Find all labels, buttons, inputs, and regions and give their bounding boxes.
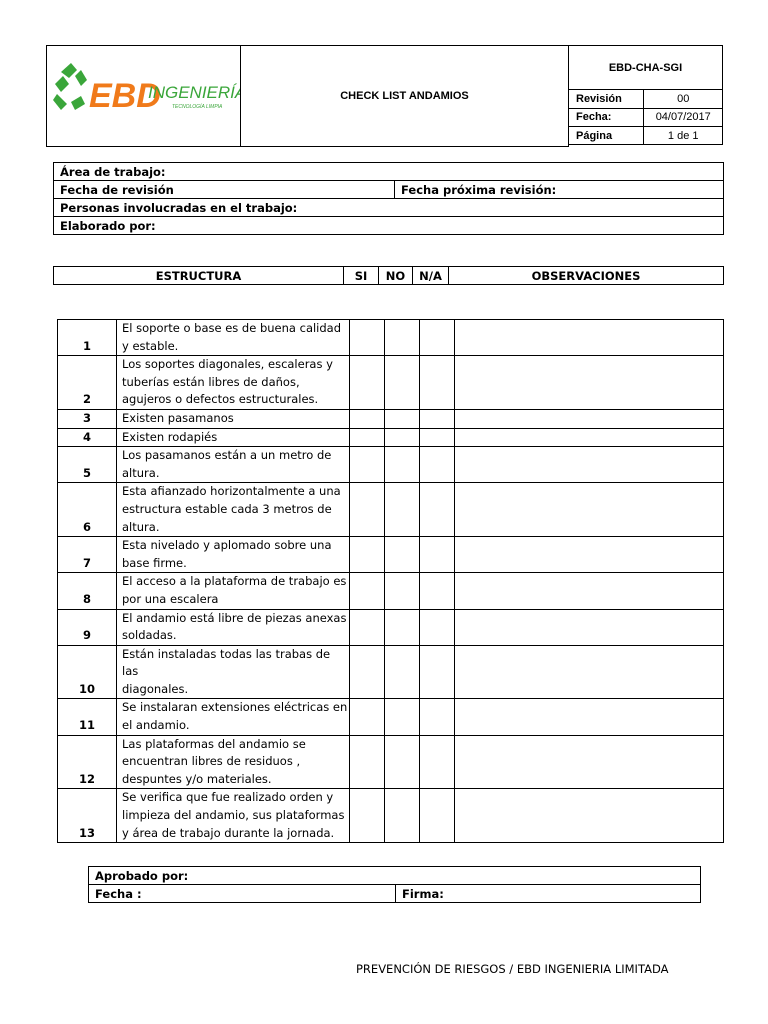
item-description	[117, 356, 350, 410]
item-no-checkbox[interactable]	[385, 356, 420, 410]
item-no-checkbox[interactable]	[385, 409, 420, 428]
item-description	[117, 789, 350, 843]
item-na-checkbox[interactable]	[420, 573, 455, 609]
checklist-row	[58, 573, 724, 609]
column-na: N/A	[413, 267, 449, 285]
item-na-checkbox[interactable]	[420, 537, 455, 573]
item-yes-checkbox[interactable]	[350, 699, 385, 735]
checklist-row	[58, 356, 724, 410]
item-description-line: El andamio está libre de piezas anexas	[122, 610, 347, 625]
checklist-row	[58, 320, 724, 356]
item-description	[117, 573, 350, 609]
checklist-row	[58, 789, 724, 843]
item-no-checkbox[interactable]	[385, 609, 420, 645]
item-yes-checkbox[interactable]	[350, 409, 385, 428]
item-number: 4	[58, 428, 117, 447]
item-yes-checkbox[interactable]	[350, 735, 385, 789]
item-description	[117, 537, 350, 573]
item-no-checkbox[interactable]	[385, 320, 420, 356]
item-description-line: agujeros o defectos estructurales.	[122, 392, 319, 407]
item-description	[117, 409, 350, 428]
item-description-line: y estable.	[122, 338, 179, 353]
item-description-line: Existen rodapiés	[122, 429, 218, 444]
column-no: NO	[379, 267, 413, 285]
item-observations-field[interactable]	[455, 789, 724, 843]
item-observations-field[interactable]	[455, 428, 724, 447]
item-observations-field[interactable]	[455, 699, 724, 735]
item-description	[117, 483, 350, 537]
approval-date-field[interactable]: Fecha :	[89, 885, 396, 903]
item-yes-checkbox[interactable]	[350, 428, 385, 447]
item-number: 11	[58, 699, 117, 735]
checklist-row	[58, 699, 724, 735]
item-na-checkbox[interactable]	[420, 735, 455, 789]
item-no-checkbox[interactable]	[385, 699, 420, 735]
item-description-line: el andamio.	[122, 718, 190, 733]
prepared-by-field[interactable]: Elaborado por:	[54, 217, 724, 235]
item-description-line: Existen pasamanos	[122, 410, 234, 425]
item-na-checkbox[interactable]	[420, 356, 455, 410]
item-description-line: estructura estable cada 3 metros de	[122, 501, 332, 516]
item-na-checkbox[interactable]	[420, 699, 455, 735]
item-observations-field[interactable]	[455, 409, 724, 428]
checklist-row	[58, 447, 724, 483]
document-code: EBD-CHA-SGI	[569, 46, 723, 90]
item-yes-checkbox[interactable]	[350, 447, 385, 483]
item-number: 3	[58, 409, 117, 428]
item-number: 12	[58, 735, 117, 789]
item-description-line: altura.	[122, 465, 160, 480]
column-yes: SI	[344, 267, 379, 285]
item-yes-checkbox[interactable]	[350, 537, 385, 573]
item-observations-field[interactable]	[455, 645, 724, 699]
item-yes-checkbox[interactable]	[350, 789, 385, 843]
item-no-checkbox[interactable]	[385, 447, 420, 483]
work-area-field[interactable]: Área de trabajo:	[54, 163, 724, 181]
item-description-line: Están instaladas todas las trabas de las	[122, 646, 331, 679]
item-number: 9	[58, 609, 117, 645]
page-footer: PREVENCIÓN DE RIESGOS / EBD INGENIERIA LIMITADA	[356, 962, 669, 976]
item-number: 1	[58, 320, 117, 356]
item-description-line: El soporte o base es de buena calidad	[122, 321, 342, 335]
item-na-checkbox[interactable]	[420, 789, 455, 843]
item-observations-field[interactable]	[455, 356, 724, 410]
item-description-line: despuntes y/o materiales.	[122, 771, 272, 786]
item-number: 6	[58, 483, 117, 537]
item-na-checkbox[interactable]	[420, 320, 455, 356]
checklist-column-headers	[53, 266, 724, 285]
item-description	[117, 609, 350, 645]
item-description-line: Se verifica que fue realizado orden y	[122, 790, 334, 805]
item-description-line: Las plataformas del andamio se	[122, 736, 306, 751]
revision-label: Revisión	[569, 90, 644, 108]
item-observations-field[interactable]	[455, 609, 724, 645]
item-description-line: Esta nivelado y aplomado sobre una	[122, 538, 332, 553]
item-yes-checkbox[interactable]	[350, 645, 385, 699]
checklist-items-table	[57, 319, 724, 843]
item-no-checkbox[interactable]	[385, 789, 420, 843]
revision-value: 00	[644, 90, 723, 108]
item-description-line: altura.	[122, 519, 160, 534]
item-number: 8	[58, 573, 117, 609]
page-label: Página	[569, 126, 644, 144]
approval-table	[88, 866, 701, 903]
item-description-line: diagonales.	[122, 681, 189, 696]
item-na-checkbox[interactable]	[420, 447, 455, 483]
approved-by-field[interactable]: Aprobado por:	[89, 867, 701, 885]
item-number: 5	[58, 447, 117, 483]
checklist-row	[58, 428, 724, 447]
logo-ebd-text: EBD	[89, 77, 161, 115]
item-number: 10	[58, 645, 117, 699]
item-description	[117, 645, 350, 699]
item-yes-checkbox[interactable]	[350, 609, 385, 645]
work-info-table	[53, 162, 724, 235]
page-value: 1 de 1	[644, 126, 723, 144]
header-spacer	[569, 145, 723, 147]
item-no-checkbox[interactable]	[385, 645, 420, 699]
column-observations: OBSERVACIONES	[449, 267, 724, 285]
item-description-line: Los soportes diagonales, escaleras y	[122, 357, 333, 372]
item-observations-field[interactable]	[455, 735, 724, 789]
logo-tagline-text: TECNOLOGÍA LIMPIA	[172, 104, 223, 110]
item-description-line: base firme.	[122, 555, 187, 570]
logo-word-text: INGENIERÍA	[148, 83, 240, 102]
item-no-checkbox[interactable]	[385, 735, 420, 789]
item-observations-field[interactable]	[455, 537, 724, 573]
item-description	[117, 447, 350, 483]
date-value: 04/07/2017	[644, 108, 723, 126]
item-description-line: Se instalaran extensiones eléctricas en	[122, 700, 348, 715]
checklist-row	[58, 609, 724, 645]
item-description-line: limpieza del andamio, sus plataformas	[122, 808, 345, 823]
item-description-line: por una escalera	[122, 591, 219, 606]
item-description-line: y área de trabajo durante la jornada.	[122, 825, 335, 840]
item-yes-checkbox[interactable]	[350, 573, 385, 609]
checklist-row	[58, 483, 724, 537]
next-review-date-field[interactable]: Fecha próxima revisión:	[395, 181, 724, 199]
item-description	[117, 699, 350, 735]
item-description-line: El acceso a la plataforma de trabajo es	[122, 574, 347, 589]
document-title: CHECK LIST ANDAMIOS	[241, 46, 569, 147]
checklist-row	[58, 735, 724, 789]
item-no-checkbox[interactable]	[385, 573, 420, 609]
item-number: 7	[58, 537, 117, 573]
item-description	[117, 735, 350, 789]
item-description-line: tuberías están libres de daños,	[122, 374, 300, 389]
column-structure: ESTRUCTURA	[54, 267, 344, 285]
item-na-checkbox[interactable]	[420, 409, 455, 428]
item-yes-checkbox[interactable]	[350, 483, 385, 537]
item-description-line: soldadas.	[122, 628, 177, 643]
date-label: Fecha:	[569, 108, 644, 126]
item-na-checkbox[interactable]	[420, 609, 455, 645]
recycle-arrows-icon	[53, 63, 87, 110]
item-no-checkbox[interactable]	[385, 483, 420, 537]
item-no-checkbox[interactable]	[385, 428, 420, 447]
company-logo	[47, 46, 240, 143]
people-involved-field[interactable]: Personas involucradas en el trabajo:	[54, 199, 724, 217]
item-observations-field[interactable]	[455, 573, 724, 609]
item-na-checkbox[interactable]	[420, 645, 455, 699]
item-yes-checkbox[interactable]	[350, 356, 385, 410]
logo-cell	[47, 46, 241, 147]
checklist-row	[58, 537, 724, 573]
item-description-line: Esta afianzado horizontalmente a una	[122, 484, 341, 499]
item-no-checkbox[interactable]	[385, 537, 420, 573]
item-description	[117, 428, 350, 447]
checklist-row	[58, 645, 724, 699]
item-observations-field[interactable]	[455, 447, 724, 483]
item-yes-checkbox[interactable]	[350, 320, 385, 356]
item-number: 13	[58, 789, 117, 843]
item-description	[117, 320, 350, 356]
item-na-checkbox[interactable]	[420, 483, 455, 537]
review-date-field[interactable]: Fecha de revisión	[54, 181, 395, 199]
signature-field[interactable]: Firma:	[396, 885, 701, 903]
item-na-checkbox[interactable]	[420, 428, 455, 447]
item-number: 2	[58, 356, 117, 410]
item-description-line: encuentran libres de residuos ,	[122, 754, 301, 769]
item-description-line: Los pasamanos están a un metro de	[122, 448, 332, 463]
item-observations-field[interactable]	[455, 320, 724, 356]
checklist-row	[58, 409, 724, 428]
document-header	[46, 45, 723, 147]
item-observations-field[interactable]	[455, 483, 724, 537]
